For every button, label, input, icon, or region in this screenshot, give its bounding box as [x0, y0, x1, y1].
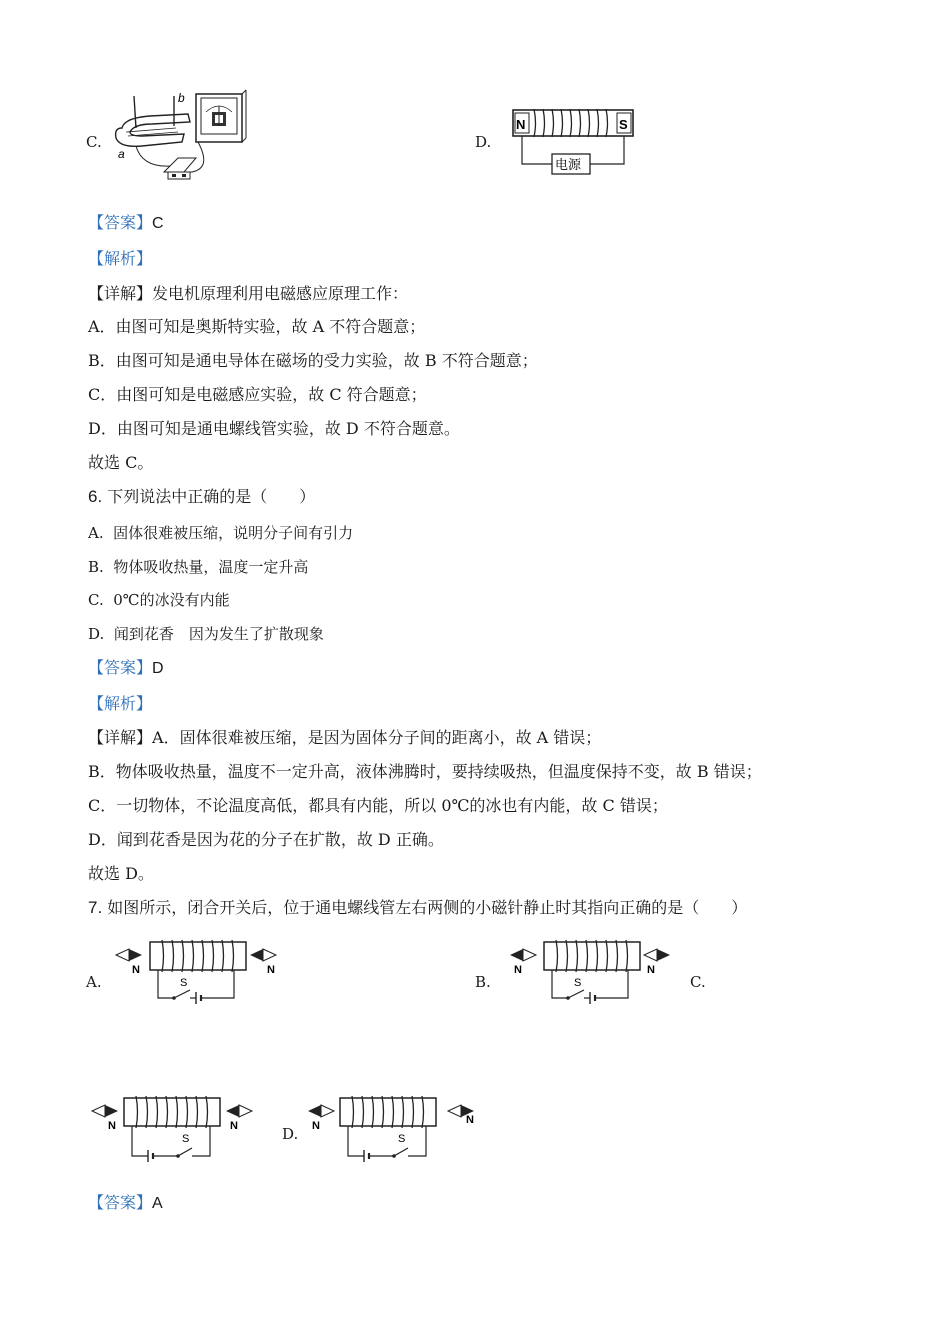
q7-stem [88, 897, 747, 919]
answer-tag: 【答案】 [88, 1193, 153, 1212]
q6-analysis-tag: 【解析】 [88, 694, 153, 713]
compass-needle-icon [116, 949, 142, 961]
q6-option-b [88, 557, 308, 577]
compass-needle-icon [226, 1105, 252, 1117]
answer-value: A [152, 1195, 163, 1212]
needle-label: N [647, 964, 655, 976]
q6-line-b: B．物体吸收热量，温度不一定升高，液体沸腾时，要持续吸热，但温度保持不变，故 B 错误； [88, 762, 762, 781]
needle-label: N [514, 964, 522, 976]
detail-tag: 【详解】 [88, 728, 153, 747]
q7-option-c-label: C. [690, 973, 706, 991]
detail-tag: 【详解】 [88, 284, 153, 303]
figure-label-s: S [619, 117, 628, 132]
compass-needle-icon [250, 949, 276, 961]
q7-option-b-label: B. [475, 973, 491, 991]
switch-label: S [398, 1133, 406, 1145]
figure-label-n: N [516, 117, 526, 132]
q7-figure-c [90, 1094, 260, 1166]
option-text: 0℃的冰没有内能 [113, 591, 230, 609]
solenoid-power-figure [512, 106, 636, 182]
needle-label: N [132, 964, 140, 976]
q5-line-c: C．由图可知是电磁感应实验，故 C 符合题意； [88, 385, 427, 404]
q6-option-c [88, 590, 230, 610]
switch-label: S [574, 977, 582, 989]
q5-line-b: B．由图可知是通电导体在磁场的受力实验，故 B 不符合题意； [88, 351, 538, 370]
question-text: 如图所示，闭合开关后，位于通电螺线管左右两侧的小磁针静止时其指向正确的是（ ） [107, 898, 748, 917]
q6-line-c: C．一切物体，不论温度高低，都具有内能，所以 0℃的冰也有内能，故 C 错误； [88, 796, 668, 815]
question-number: 6. [88, 487, 103, 506]
q5-line-a: A．由图可知是奥斯特实验，故 A 不符合题意； [88, 317, 426, 336]
compass-needle-icon [92, 1105, 118, 1117]
switch-label: S [182, 1133, 190, 1145]
needle-label: N [466, 1114, 474, 1126]
q5-answer [88, 212, 164, 235]
q6-option-d [88, 624, 324, 644]
needle-label: N [267, 964, 275, 976]
q7-answer [88, 1192, 163, 1215]
q5-line-d: D．由图可知是通电螺线管实验，故 D 不符合题意。 [88, 419, 460, 438]
option-text: 闻到花香 因为发生了扩散现象 [113, 625, 324, 643]
q7-figure-a [112, 938, 282, 1008]
q7-figure-d [306, 1094, 480, 1166]
answer-value: C [152, 215, 164, 232]
answer-tag: 【答案】 [88, 658, 153, 677]
compass-needle-icon [510, 949, 536, 961]
q6-detail [88, 727, 601, 749]
q6-answer [88, 657, 164, 680]
q6-conclusion: 故选 D。 [88, 864, 154, 883]
option-text: 固体很难被压缩，说明分子间有引力 [113, 524, 354, 542]
q6-option-a [88, 523, 353, 543]
needle-label: N [312, 1120, 320, 1132]
option-label: A. [88, 524, 104, 542]
option-text: 物体吸收热量，温度一定升高 [113, 558, 309, 576]
option-c-label: C. [86, 133, 102, 151]
q6-line-d: D．闻到花香是因为花的分子在扩散，故 D 正确。 [88, 830, 444, 849]
question-text: 下列说法中正确的是（ ） [107, 487, 316, 506]
compass-needle-icon [308, 1105, 334, 1117]
q5-conclusion: 故选 C。 [88, 453, 154, 472]
needle-label: N [230, 1120, 238, 1132]
electromagnetic-induction-figure [112, 88, 247, 183]
answer-tag: 【答案】 [88, 213, 153, 232]
figure-label-a: a [118, 147, 125, 161]
figure-label-b: b [178, 91, 185, 105]
option-d-label: D. [475, 133, 492, 151]
option-label: C. [88, 591, 104, 609]
detail-first: A．固体很难被压缩，是因为固体分子间的距离小，故 A 错误； [152, 728, 602, 747]
figure-label-power: 电源 [555, 157, 582, 172]
option-label: B. [88, 558, 104, 576]
q6-stem [88, 486, 315, 508]
option-label: D. [88, 625, 105, 643]
q7-option-d-label: D. [282, 1125, 299, 1143]
q5-analysis-tag: 【解析】 [88, 249, 153, 268]
compass-needle-icon [644, 949, 670, 961]
needle-label: N [108, 1120, 116, 1132]
detail-intro: 发电机原理利用电磁感应原理工作： [152, 284, 409, 303]
q5-detail [88, 283, 408, 305]
switch-label: S [180, 977, 188, 989]
question-number: 7. [88, 898, 103, 917]
q7-option-a-label: A. [86, 973, 102, 991]
q7-figure-b [506, 938, 676, 1008]
answer-value: D [152, 660, 164, 677]
